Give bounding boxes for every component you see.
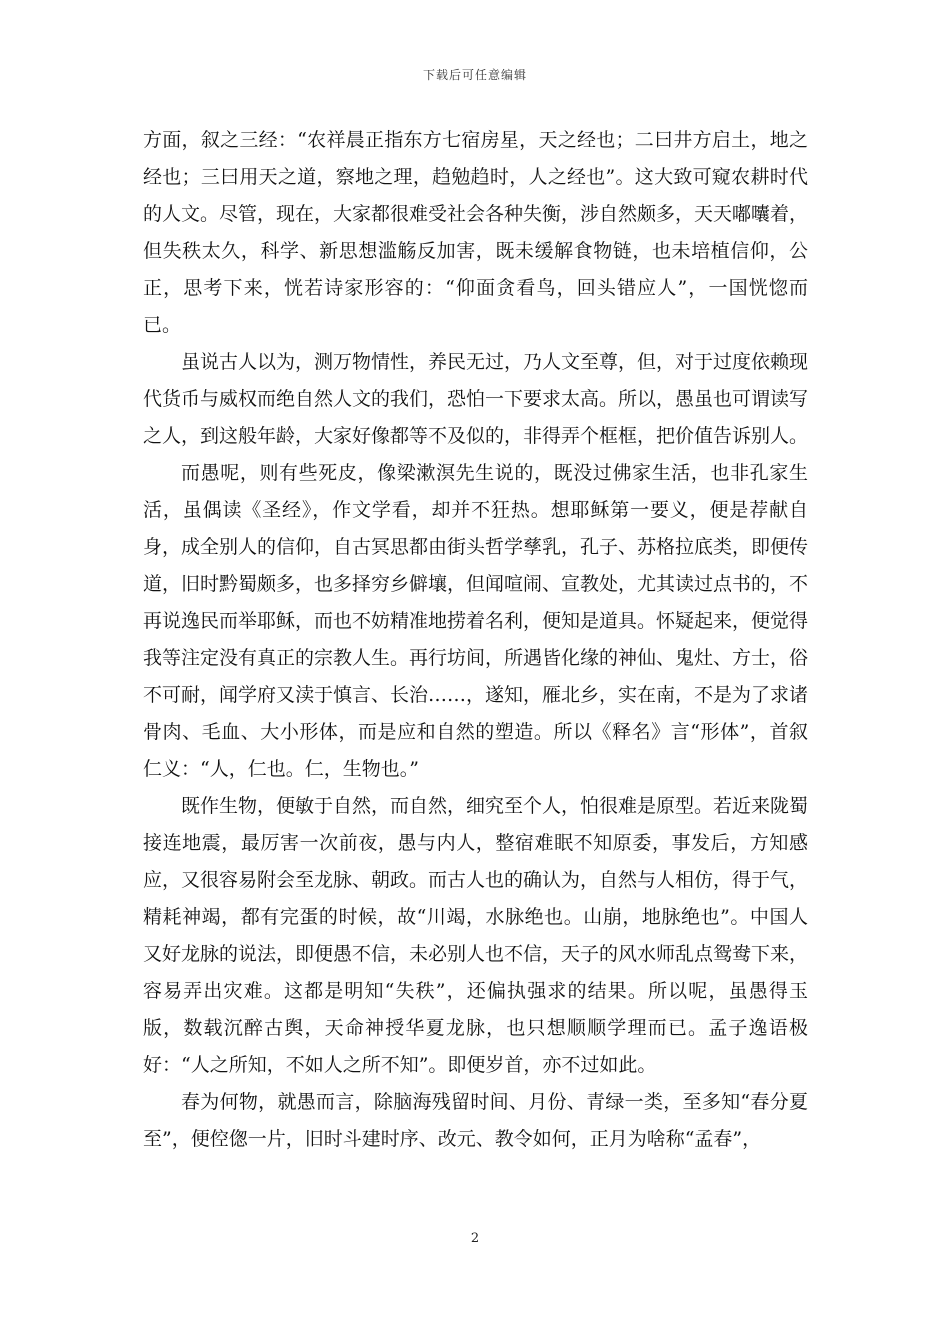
paragraph: 既作生物，便敏于自然，而自然，细究至个人，怕很难是原型。若近来陇蜀接连地震，最厉害一次前夜，愚与内人，整宿难眠不知原委，事发后，方知感应，又很容易附会至龙脉、朝政。而古人也的确认为，自然与人相仿，得于气，精耗神竭，都有完蛋的时候，故“川竭，水脉绝也。山崩，地脉绝也”。中国人又好龙脉的说法，即便愚不信，未必别人也不信，天子的风水师乱点鸳鸯下来，容易弄出灾难。这都是明知“失秩”，还偏执强求的结果。所以呢，虽愚得玉版，数载沉醉古舆，天命神授华夏龙脉，也只想顺顺学理而已。孟子逸语极好：“人之所知，不如人之所不知”。即便岁首，亦不过如此。 bbox=[143, 795, 809, 1076]
page-number: 2 bbox=[470, 1231, 480, 1246]
paragraph: 春为何物，就愚而言，除脑海残留时间、月份、青绿一类，至多知“春分夏至”，便倥偬一片，旧时斗建时序、改元、教令如何，正月为啥称“孟春”， bbox=[143, 1091, 808, 1150]
paragraph: 而愚呢，则有些死皮，像梁漱溟先生说的，既没过佛家生活，也非孔家生活，虽偶读《圣经》，作文学看，却并不狂热。想耶稣第一要义，便是荐献自身，成全别人的信仰，自古冥思都由街头哲学孳乳，孔子、苏格拉底类，即便传道，旧时黔蜀颇多，也多择穷乡僻壤，但闻喧闹、宣教处，尤其读过点书的，不再说逸民而举耶稣，而也不妨精准地捞着名利，便知是道具。怀疑起来，便觉得我等注定没有真正的宗教人生。再行坊间，所遇皆化缘的神仙、鬼灶、方士，俗不可耐，闻学府又渎于慎言、长治……，遂知，雁北乡，实在南，不是为了求诸骨肉、毛血、大小形体，而是应和自然的塑造。所以《释名》言“形体”，首叙仁义：“人，仁也。仁，生物也。” bbox=[143, 462, 809, 780]
paragraph: 虽说古人以为，测万物情性，养民无过，乃人文至尊，但，对于过度依赖现代货币与威权而绝自然人文的我们，恐怕一下要求太高。所以，愚虽也可谓读写之人，到这般年龄，大家好像都等不及似的，非得弄个框框，把价值告诉别人。 bbox=[143, 351, 809, 447]
paragraph: 方面，叙之三经：“农祥晨正指东方七宿房星，天之经也；二曰井方启土，地之经也；三曰用天之道，察地之理，趋勉趋时，人之经也”。这大致可窥农耕时代的人文。尽管，现在，大家都很难受社会各种失衡，涉自然颇多，天天嘟囔着，但失秩太久，科学、新思想滥觞反加害，既未缓解食物链，也未培植信仰，公正，思考下来，恍若诗家形容的：“仰面贪看鸟，回头错应人”，一国恍惚而已。 bbox=[143, 129, 809, 336]
page-header: 下载后可任意编辑 bbox=[422, 68, 527, 82]
document-body bbox=[143, 122, 808, 1158]
